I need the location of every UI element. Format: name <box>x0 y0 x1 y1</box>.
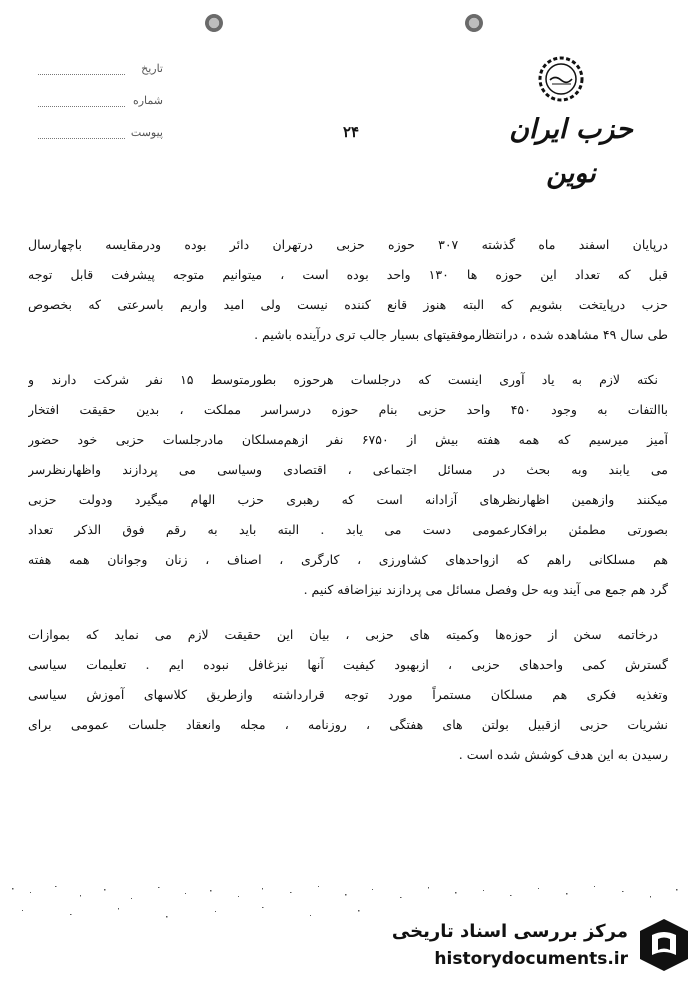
attachment-field <box>38 126 163 142</box>
number-field <box>38 94 163 110</box>
party-name-logotype: حزب ایران نوین <box>509 114 633 189</box>
number-dotted-line <box>38 106 125 107</box>
paragraph-3 <box>28 620 668 770</box>
date-field <box>38 62 163 78</box>
text-line: باالتفات به وجود ۴۵۰ واحد حزبی بنام حوزه درسراسر مملکت ، بدین حقیقت افتخار <box>28 402 668 417</box>
text-line: قبل که تعداد این حوزه ها ۱۳۰ واحد بوده است ، میتوانیم متوجه پیشرفت قابل توجه <box>28 267 668 282</box>
attachment-dotted-line <box>38 138 125 139</box>
text-line: نکته لازم به یاد آوری اینست که درجلسات هرحوزه بطورمتوسط ۱۵ نفر شرکت دارند و <box>28 372 658 387</box>
attachment-label: پیوست <box>130 126 163 139</box>
text-line: میکنند وازهمین اظهارنظرهای آزادانه است که رهبری حزب الهام میگیرد ودولت حزبی <box>28 492 668 507</box>
watermark-title: مرکز بررسی اسناد تاریخی <box>391 921 628 942</box>
text-line: می یابند وبه بحث در مسائل اجتماعی ، اقتصادی وسیاسی می پردازند واظهارنظرسر <box>28 462 668 477</box>
text-line: بصورتی مطمئن برافکارعمومی دست می یابد . البته باید به رقم فوق الذکر تعداد <box>28 522 668 537</box>
paragraph-2 <box>28 365 668 605</box>
text-line: آمیز میرسیم که همه هفته بیش از ۶۷۵۰ نفر ازهم‌مسلکان مادرجلسات حزبی خود حضور <box>28 432 668 447</box>
text-line: رسیدن به این هدف کوشش شده است . <box>458 747 668 762</box>
punch-hole <box>465 14 483 32</box>
paragraph-1 <box>28 230 668 350</box>
text-line: طی سال ۴۹ مشاهده شده ، درانتظارموفقیتهای بسیار جالب تری درآینده باشیم . <box>254 327 668 342</box>
archive-logo-icon <box>638 917 690 973</box>
text-line: گسترش کمی واحدهای حزبی ، ازبهبود کیفیت آنها نیزغافل نبوده ایم . تعلیمات سیاسی <box>28 657 668 672</box>
date-dotted-line <box>38 74 125 75</box>
number-label: شماره <box>132 94 163 107</box>
text-line: درخاتمه سخن از حوزه‌ها وکمیته های حزبی ، بیان این حقیقت لازم می نماید که بموازات <box>28 627 658 642</box>
text-line: گرد هم جمع می آیند وبه حل وفصل مسائل می پردازند نیزاضافه کنیم . <box>303 582 668 597</box>
text-line: درپایان اسفند ماه گذشته ۳۰۷ حوزه حزبی درتهران دائر بوده ودرمقایسه باچهارسال <box>28 237 668 252</box>
letter-body <box>28 230 668 770</box>
watermark-url: historydocuments.ir <box>434 949 628 969</box>
party-emblem-icon <box>538 56 584 102</box>
text-line: نشریات حزبی ازقبیل بولتن های هفتگی ، روزنامه ، مجله وانعقاد جلسات عمومی برای <box>28 717 668 732</box>
watermark <box>391 917 690 977</box>
page-number: ۲۴ <box>343 123 360 141</box>
punch-hole <box>205 14 223 32</box>
date-label: تاریخ <box>141 62 163 75</box>
text-line: هم مسلکانی راهم که ازواحدهای کشاورزی ، کارگری ، اصناف ، زنان وجوانان همه هفته <box>28 552 668 567</box>
text-line: حزب درپایتخت بشویم که البته هنوز قانع کننده نیست ولی امید واریم باسرعتی که بخصوص <box>28 297 668 312</box>
text-line: وتغذیه فکری هم مسلکان مستمراً مورد توجه قرارداشته وازطریق کلاسهای آموزش سیاسی <box>28 687 668 702</box>
